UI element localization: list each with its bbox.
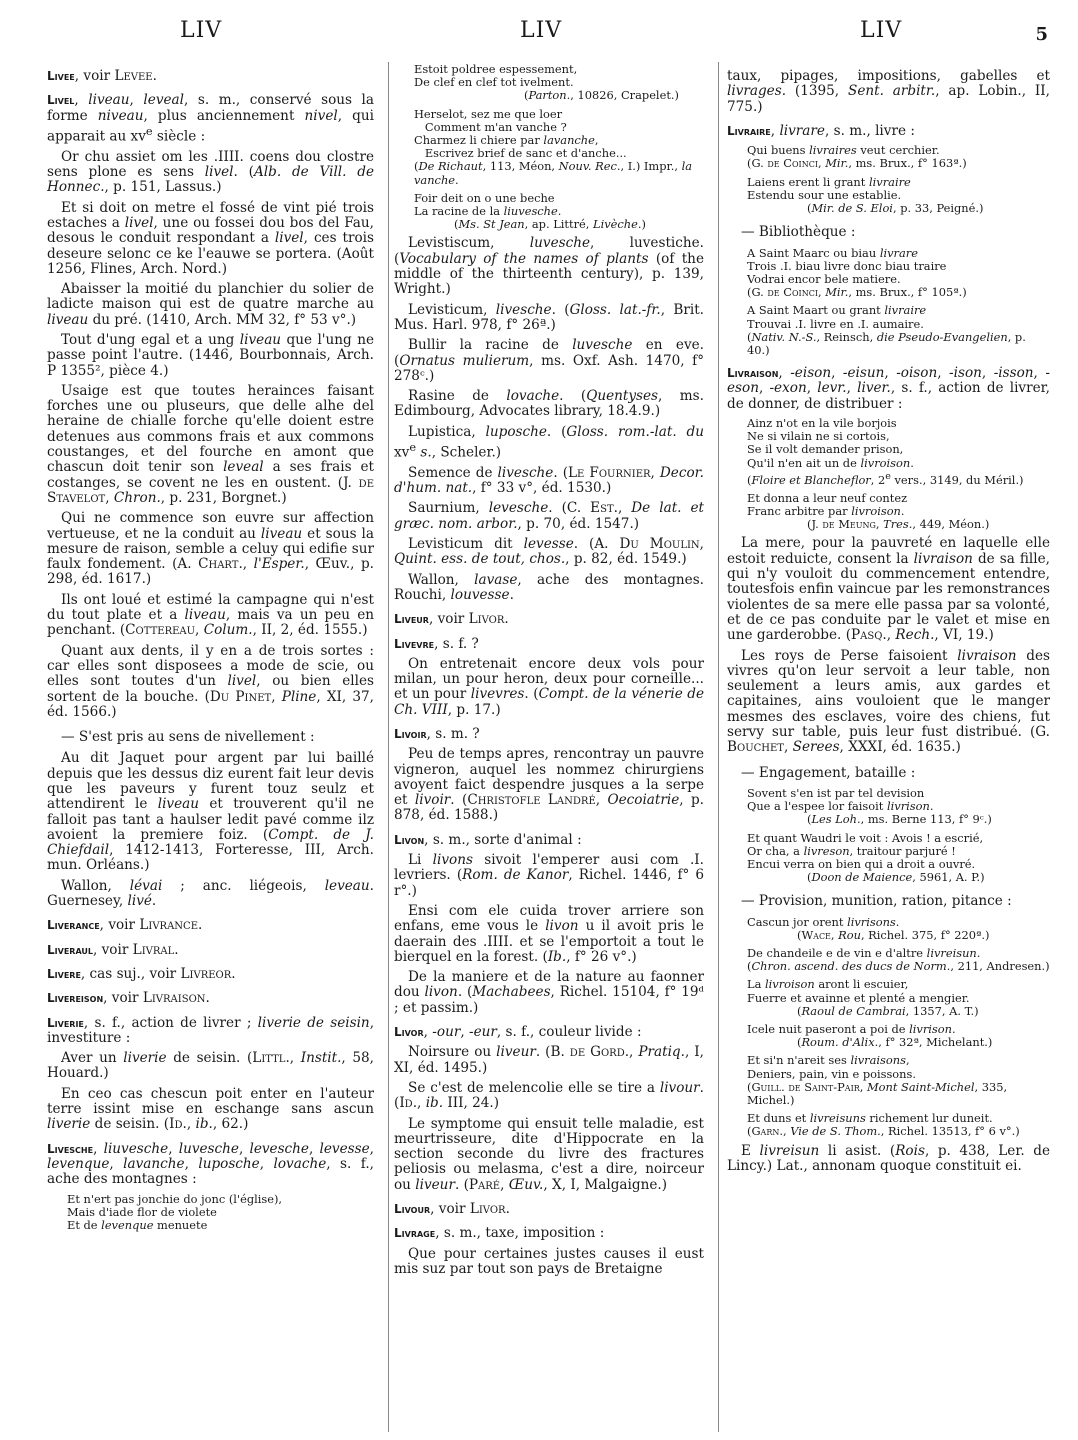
- citation-paragraph: Lupistica, luposche. (Gloss. rom.-lat. du $xv^e$ s., Scheler.): [394, 423, 704, 461]
- citation-paragraph: Saurnium, levesche. (C. Est., De lat. et græc. nom. arbor., p. 70, éd. 1547.): [394, 500, 704, 532]
- citation-paragraph: Noirsure ou liveur. (B. de Gord., Pratiq., I, XI, éd. 1495.): [394, 1044, 704, 1076]
- citation-paragraph: Que pour certaines justes causes il eust mis suz par tout son pays de Bretaigne: [394, 1245, 704, 1277]
- dictionary-entry: Liveraul, voir Livral.: [47, 941, 179, 958]
- dictionary-entry: Livraire, livrare, s. m., livre :: [727, 122, 915, 139]
- verse-quotation: Et n'ert pas jonchie do jonc (l'église), Mais d'iade flor de violete Et de levenque menuete: [67, 1191, 283, 1232]
- page-number: 5: [1035, 24, 1048, 45]
- sense-heading: — S'est pris au sens de nivellement :: [61, 729, 315, 746]
- verse-quotation: Qui buens livraires veut cerchier. (G. de Coinci, Mir., ms. Brux., f° 163ª.): [747, 143, 967, 171]
- dictionary-entry: Liverance, voir Livrance.: [47, 917, 203, 934]
- citation-paragraph: Bullir la racine de luvesche en eve. (Ornatus mulierum, ms. Oxf. Ash. 1470, f° 278ᶜ.): [394, 337, 704, 384]
- citation-paragraph: Rasine de lovache. (Quentyses, ms. Edimbourg, Advocates library, 18.4.9.): [394, 388, 704, 420]
- citation-paragraph: Et si doit on metre el fossé de vint pié trois estaches a livel, une ou fossei dou bos del Fau, desous le conduit respondant a livel, ces trois deseure selonc ce ke l'eauwe se portera. (Août 1256, Flines, Arch. Nord.): [47, 199, 374, 277]
- citation-paragraph: Li livons sivoit l'emperer ausi com .I. levriers. (Rom. de Kanor, Richel. 1446, f° 6 r°.): [394, 852, 704, 899]
- dictionary-entry: Livesche, liuvesche, luvesche, levesche, levesse, levenque, lavanche, luposche, lovache, s. f., ache des montagnes :: [47, 1140, 374, 1188]
- verse-quotation: Foir deit on o une beche La racine de la liuvesche. (Ms. St Jean, ap. Littré, Livèche.): [414, 190, 646, 232]
- sense-heading: — Provision, munition, ration, pitance :: [741, 893, 1012, 910]
- citation-paragraph: Semence de livesche. (Le Fournier, Decor. d'hum. nat., f° 33 v°, éd. 1530.): [394, 464, 704, 497]
- dictionary-entry: Livel, liveau, leveal, s. m., conservé sous la forme niveau, plus anciennement nivel, qui apparait au $xv^e$ siècle :: [47, 92, 374, 145]
- citation-paragraph: Abaisser la moitié du planchier du solier de ladicte maison qui est de quatre marche au liveau du pré. (1410, Arch. MM 32, f° 53 v°.): [47, 281, 374, 328]
- citation-paragraph: Qui ne commence son euvre sur affection vertueuse, et ne la conduit au liveau et sous la mesure de raison, semble a celuy qui edifie sur faulx fondement. (A. Chart., l'Esper., Œuv., p. 298, éd. 1617.): [47, 510, 374, 588]
- column-rule-2: [718, 62, 719, 1432]
- verse-quotation: A Saint Maarc ou biau livrare Trois .I. biau livre donc biau traire Vodrai encor bele matiere. (G. de Coinci, Mir., ms. Brux., f° 105ª.): [747, 245, 967, 300]
- citation-paragraph: Wallon, lévai ; anc. liégeois, leveau. Guernesey, livé.: [47, 877, 374, 910]
- citation-paragraph: Levisticum, livesche. (Gloss. lat.-fr., Brit. Mus. Harl. 978, f° 26ª.): [394, 301, 704, 333]
- citation-paragraph: Levisticum dit levesse. (A. Du Moulin, Quint. ess. de tout, chos., p. 82, éd. 1549.): [394, 536, 704, 568]
- verse-quotation: Laiens erent li grant livraire Estendu sour une establie. (Mir. de S. Eloi, p. 33, Peigné.): [747, 174, 984, 215]
- dictionary-entry: Liveur, voir Livor.: [394, 611, 509, 628]
- verse-quotation: Estoit poldree espessement, De clef en clef tot ivelment. (Parton., 10826, Crapelet.): [414, 62, 679, 103]
- column-3: [727, 60, 1050, 1432]
- citation-paragraph: Le symptome qui ensuit telle maladie, est meurtrisseure, dite d'Hippocrate en la section seconde du livre des fractures peliosis ou melasma, c'est a dire, noirceur ou liveur. (Paré, Œuv., X, I, Malgaigne.): [394, 1115, 704, 1193]
- verse-quotation: Icele nuit paseront a poi de livrison. (Roum. d'Alix., f° 32ª, Michelant.): [747, 1022, 993, 1050]
- dictionary-entry: Livevre, s. f. ?: [394, 635, 479, 652]
- citation-paragraph: Les roys de Perse faisoient livraison des vivres qu'on leur servoit a leur table, non seulement a leurs amis, aux gardes et capitaines, ains vouloient que le manger mesmes des esclaves, voire des chiens, fut servy sur table, puis leur fust distribué. (G. Bouchet, Serees, XXXI, éd. 1635.): [727, 647, 1050, 756]
- verse-quotation: Herselot, sez me que loer Comment m'an vanche ? Charmez li chiere par lavanche, Escrivez brief de sanc et d'anche... (De Richaut, 113, Méon, Nouv. Rec., I.) Impr., la vanche.: [414, 106, 692, 187]
- verse-quotation: Et quant Waudri le voit : Avois ! a escrié, Or cha, a livreson, traitour parjuré ! Encui verra on bien qui a droit a ouvré. (Doon de Maience, 5961, A. P.): [747, 830, 985, 885]
- citation-paragraph: Or chu assiet om les .IIII. coens dou clostre sens plone es sens livel. (Alb. de Vill. de Honnec., p. 151, Lassus.): [47, 148, 374, 196]
- column-rule-1: [388, 62, 389, 1432]
- dictionary-entry: taux, pipages, impositions, gabelles et livrages. (1395, Sent. arbitr., ap. Lobin., II, 775.): [727, 68, 1050, 115]
- verse-quotation: Ainz n'ot en la vile borjois Ne si vilain ne si cortois, Se il volt demander prison, Qu'il n'en ait un de livroison. (Floire et Blancheflor, 2e vers., 3149, du Méril.): [747, 416, 1024, 487]
- running-head-right: LIV: [860, 18, 903, 43]
- citation-paragraph: Wallon, lavase, ache des montagnes. Rouchi, louvesse.: [394, 571, 704, 603]
- dictionary-entry: Livoir, s. m. ?: [394, 725, 480, 742]
- verse-quotation: Sovent s'en ist par tel devision Que a l'espee lor faisoit livrison. (Les Loh., ms. Berne 113, f° 9ᶜ.): [747, 785, 992, 827]
- citation-paragraph: En ceo cas chescun poit enter en l'auteur terre issint mise en eschange sans ascun liverie de seisin. (Id., ib., 62.): [47, 1085, 374, 1133]
- verse-quotation: Cascun jor orent livrisons. (Wace, Rou, Richel. 375, f° 220ª.): [747, 914, 990, 942]
- citation-paragraph: Levistiscum, luvesche, luvestiche. (Vocabulary of the names of plants (of the middle of the thirteenth century), p. 139, Wright.): [394, 235, 704, 298]
- citation-paragraph: Ils ont loué et estimé la campagne qui n'est du tout plate et a liveau, mais va un peu en penchant. (Cottereau, Colum., II, 2, éd. 1555.): [47, 591, 374, 639]
- dictionary-entry: Livor, -our, -eur, s. f., couleur livide :: [394, 1024, 642, 1041]
- column-1: [47, 60, 374, 1432]
- citation-paragraph: On entretenait encore deux vols pour milan, un pour heron, deux pour corneille... et un pour livevres. (Compt. de la vénerie de Ch. VIII, p. 17.): [394, 655, 704, 718]
- citation-paragraph: Tout d'ung egal et a ung liveau que l'ung ne passe point l'autre. (1446, Bourbonnais, Arch. P 1355², pièce 4.): [47, 331, 374, 379]
- verse-quotation: De chandeile e de vin e d'altre livreisun. (Chron. ascend. des ducs de Norm., 211, Andresen.): [747, 946, 1050, 974]
- verse-quotation: Et duns et livreisuns richement lur duneit. (Garn., Vie de S. Thom., Richel. 13513, f° 6 v°.): [747, 1111, 1020, 1139]
- sense-heading: — Bibliothèque :: [741, 224, 856, 241]
- citation-paragraph: Usaige est que toutes herainces faisant forches une ou pluseurs, que delle alhe del heraine de chialle forche qu'elle doient estre detenues aus commons frais et aux commons coustanges, et del fourche en amont que chascun doit tenir son leveal a ses frais et costanges, se covent ne les en oustent. (J. de Stavelot, Chron., p. 231, Borgnet.): [47, 382, 374, 506]
- dictionary-entry: Liverie, s. f., action de livrer ; liverie de seisin, investiture :: [47, 1014, 374, 1046]
- running-head-left: LIV: [180, 18, 223, 43]
- citation-paragraph: De la maniere et de la nature au faonner dou livon. (Machabees, Richel. 15104, f° 19ᵈ ; et passim.): [394, 969, 704, 1016]
- verse-quotation: Et si'n n'areit ses livraisons, Deniers, pain, vin e poissons. (Guill. de Saint-Pair, Mont Saint-Michel, 335, Michel.): [747, 1053, 1008, 1108]
- sense-heading: — Engagement, bataille :: [741, 764, 916, 781]
- citation-paragraph: Peu de temps apres, rencontray un pauvre vigneron, auquel les nommez chirurgiens avoyent faict despendre jusques a la serpe et livoir. (Christofle Landré, Oecoiatrie, p. 878, éd. 1588.): [394, 746, 704, 824]
- dictionary-entry: Livrage, s. m., taxe, imposition :: [394, 1225, 605, 1242]
- verse-quotation: A Saint Maart ou grant livraire Trouvai .I. livre en .I. aumaire. (Nativ. N.-S., Reinsch, die Pseudo-Evangelien, p. 40.): [747, 303, 1026, 357]
- dictionary-entry: Livere, cas suj., voir Livreor.: [47, 965, 236, 982]
- citation-paragraph: Au dit Jaquet pour argent par lui baillé depuis que les dessus diz eurent fait leur devis que les paveurs y furent touz seulz et attendirent le liveau et trouverent qu'il ne falloit pas tant a haulser ledit pavé comme ilz avoient la premiere foiz. (Compt. de J. Chiefdail, 1412-1413, Forteresse, III, Arch. mun. Orléans.): [47, 750, 374, 874]
- column-2: [394, 60, 704, 1432]
- citation-paragraph: E livreisun li asist. (Rois, p. 438, Ler. de Lincy.) Lat., annonam quoque constituit ei.: [727, 1142, 1050, 1174]
- citation-paragraph: La mere, pour la pauvreté en laquelle elle estoit reduicte, consent la livraison de sa fille, qui n'y vouloit du commencement entendre, toutesfois enfin vaincue par les remonstrances violentes de sa mere elle passa par sa volonté, et de ce pas conduite par le valet et mise en une garderobbe. (Pasq., Rech., VI, 19.): [727, 535, 1050, 644]
- dictionary-entry: Livereison, voir Livraison.: [47, 990, 210, 1007]
- citation-paragraph: Ensi com ele cuida trover arriere son enfans, eme vous le livon u il avoit pris le daerain des .IIII. et se l'emportoit a tout le bierquel en la forest. (Ib., f° 26 v°.): [394, 902, 704, 965]
- running-head-center: LIV: [520, 18, 563, 43]
- citation-paragraph: Se c'est de melencolie elle se tire a livour. (Id., ib. III, 24.): [394, 1079, 704, 1112]
- dictionary-entry: Livon, s. m., sorte d'animal :: [394, 831, 582, 848]
- citation-paragraph: Aver un liverie de seisin. (Littl., Instit., 58, Houard.): [47, 1050, 374, 1082]
- dictionary-entry: Livee, voir Levee.: [47, 68, 157, 84]
- verse-quotation: La livroison aront li escuier, Fuerre et avainne et plenté a mengier. (Raoul de Cambrai, 1357, A. T.): [747, 977, 979, 1018]
- dictionary-entry: Livour, voir Livor.: [394, 1201, 510, 1217]
- citation-paragraph: Quant aux dents, il y en a de trois sortes : car elles sont disposees a mode de scie, ou elles sont toutes d'un livel, ou bien elles sortent de la bouche. (Du Pinet, Pline, XI, 37, éd. 1566.): [47, 642, 374, 720]
- dictionary-entry: Livraison, -eison, -eisun, -oison, -ison, -isson, -eson, -exon, levr., liver., s. f., action de livrer, de donner, de distribuer :: [727, 365, 1050, 412]
- verse-quotation: Et donna a leur neuf contez Franc arbitre par livroison. (J. de Meung, Tres., 449, Méon.): [747, 490, 990, 532]
